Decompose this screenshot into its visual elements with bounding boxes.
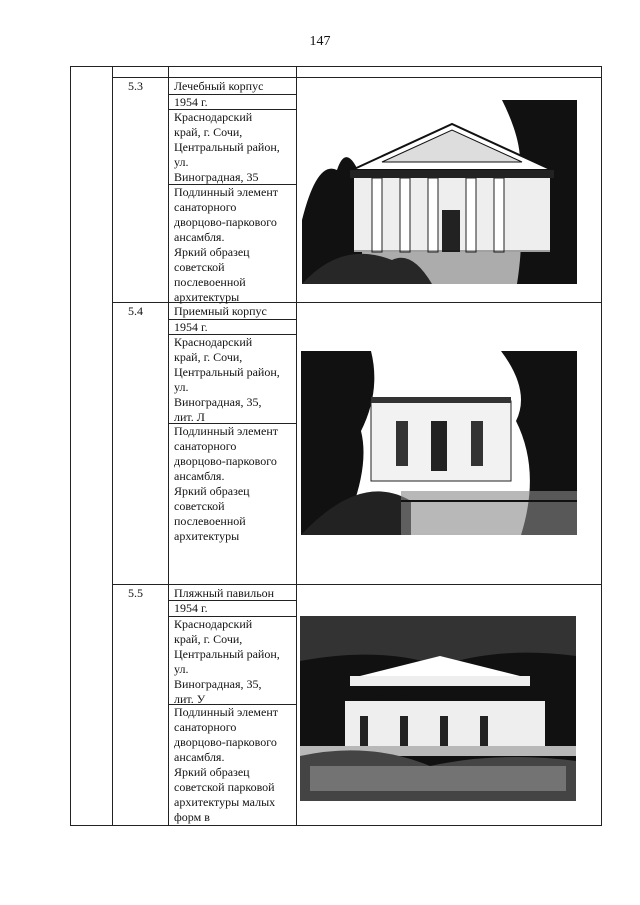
table-border-left bbox=[70, 66, 71, 826]
entry-address: Краснодарский край, г. Сочи, Центральный район, ул. Виноградная, 35, лит. Л bbox=[174, 335, 280, 424]
pavilion-photo-icon bbox=[300, 616, 576, 801]
monuments-table bbox=[70, 66, 602, 826]
row-separator bbox=[112, 584, 602, 585]
entry-address: Краснодарский край, г. Сочи, Центральный район, ул. Виноградная, 35, лит. У bbox=[174, 617, 280, 706]
column-divider-2 bbox=[168, 66, 169, 826]
entry-year: 1954 г. bbox=[174, 601, 208, 615]
entry-number: 5.3 bbox=[128, 79, 143, 93]
entry-description: Подлинный элемент санаторного дворцово-паркового ансамбля. Яркий образец советской послевоенной архитектуры bbox=[174, 424, 278, 543]
entry-address: Краснодарский край, г. Сочи, Центральный район, ул. Виноградная, 35 bbox=[174, 110, 280, 184]
entry-year: 1954 г. bbox=[174, 95, 208, 109]
column-divider-3 bbox=[296, 66, 297, 826]
entry-name: Приемный корпус bbox=[174, 304, 267, 318]
entry-number: 5.4 bbox=[128, 304, 143, 318]
entry-name: Лечебный корпус bbox=[174, 79, 264, 93]
building-photo-icon bbox=[302, 100, 577, 284]
page-number: 147 bbox=[309, 34, 331, 49]
table-border-top bbox=[70, 66, 602, 67]
entry-name: Пляжный павильон bbox=[174, 586, 275, 600]
entry-description: Подлинный элемент санаторного дворцово-паркового ансамбля. Яркий образец советской парковой архитектуры малых форм в bbox=[174, 705, 278, 824]
entry-number: 5.5 bbox=[128, 586, 143, 600]
entry-year: 1954 г. bbox=[174, 320, 208, 334]
building-photo-icon bbox=[301, 351, 577, 535]
table-border-bottom bbox=[70, 825, 602, 826]
header-row-line bbox=[112, 77, 602, 78]
column-divider-1 bbox=[112, 66, 113, 826]
entry-description: Подлинный элемент санаторного дворцово-паркового ансамбля. Яркий образец советской послевоенной архитектуры bbox=[174, 185, 278, 304]
table-border-right bbox=[601, 66, 602, 826]
